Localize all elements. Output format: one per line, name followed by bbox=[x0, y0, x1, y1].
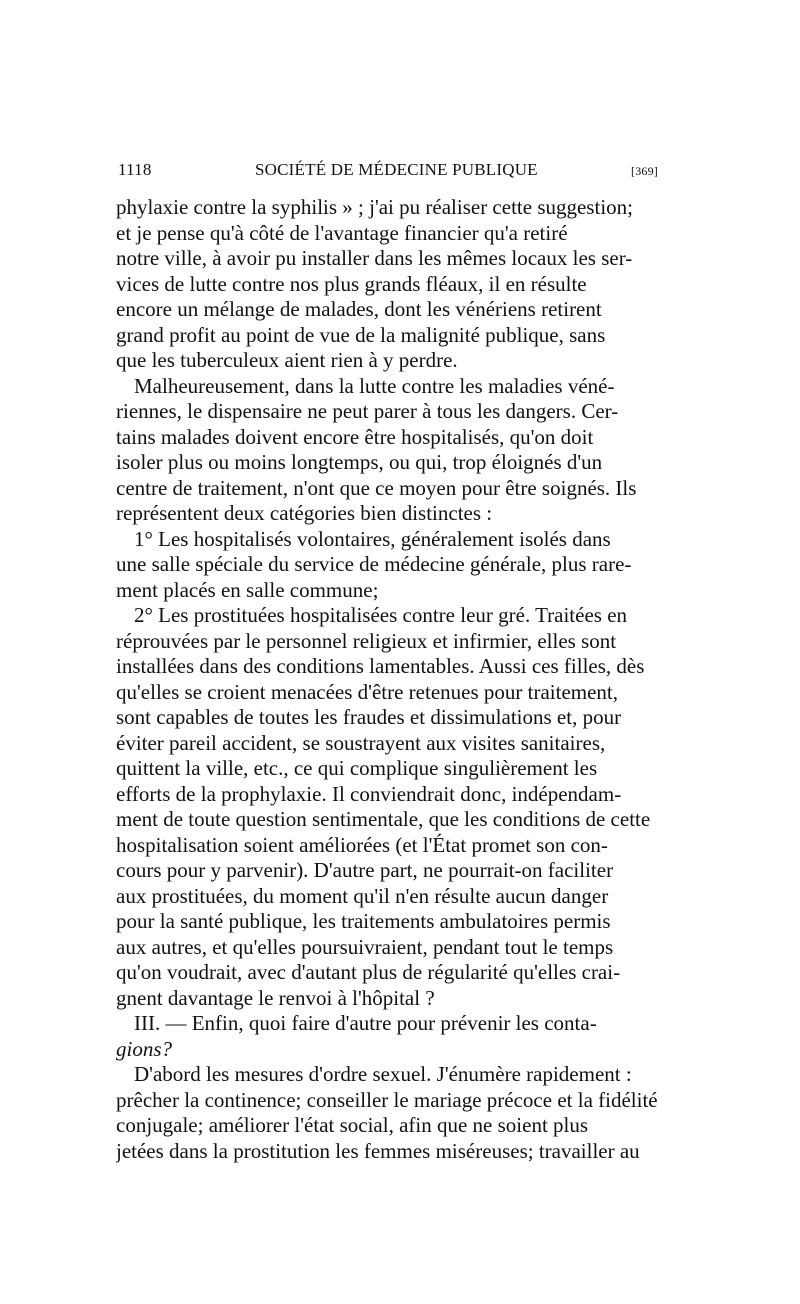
text-line: encore un mélange de malades, dont les vénériens retirent bbox=[116, 297, 602, 321]
text-line: aux prostituées, du moment qu'il n'en résulte aucun danger bbox=[116, 883, 609, 908]
section-heading-line: III. — Enfin, quoi faire d'autre pour prévenir les conta- bbox=[134, 1011, 597, 1035]
text-line: pour la santé publique, les traitements ambulatoires permis bbox=[116, 909, 611, 933]
text-line: cours pour y parvenir). D'autre part, ne pourrait-on faciliter bbox=[116, 858, 614, 882]
text-line: gnent davantage le renvoi à l'hôpital ? bbox=[116, 985, 435, 1010]
text-line: efforts de la prophylaxie. Il conviendrait donc, indépendam- bbox=[116, 781, 622, 806]
text-line: centre de traitement, n'ont que ce moyen pour être soignés. Ils bbox=[116, 475, 637, 500]
text-line: qu'on voudrait, avec d'autant plus de régularité qu'elles crai- bbox=[116, 960, 621, 984]
body-text bbox=[116, 195, 668, 1164]
list-item-line: 1° Les hospitalisés volontaires, généralement isolés dans bbox=[134, 526, 611, 551]
running-title: SOCIÉTÉ DE MÉDECINE PUBLIQUE bbox=[255, 160, 538, 179]
text-line: hospitalisation soient améliorées (et l'État promet son con- bbox=[116, 832, 608, 857]
page-number: 1118 bbox=[118, 160, 152, 179]
text-line: qu'elles se croient menacées d'être retenues pour traitement, bbox=[116, 679, 619, 704]
text-line: vices de lutte contre nos plus grands fléaux, il en résulte bbox=[116, 271, 587, 296]
text-line: aux autres, et qu'elles poursuivraient, pendant tout le temps bbox=[116, 934, 614, 959]
text-line: ment placés en salle commune; bbox=[116, 577, 379, 602]
text-line: phylaxie contre la syphilis » ; j'ai pu réaliser cette suggestion; bbox=[116, 195, 633, 219]
section-heading-continuation: gions? bbox=[116, 1036, 173, 1061]
text-line: réprouvées par le personnel religieux et infirmier, elles sont bbox=[116, 628, 617, 653]
text-line: installées dans des conditions lamentables. Aussi ces filles, dès bbox=[116, 654, 645, 678]
text-line: ment de toute question sentimentale, que les conditions de cette bbox=[116, 807, 651, 831]
paragraph-start-line: D'abord les mesures d'ordre sexuel. J'énumère rapidement : bbox=[134, 1062, 632, 1086]
text-line: grand profit au point de vue de la malignité publique, sans bbox=[116, 322, 606, 347]
text-line: prêcher la continence; conseiller le mariage précoce et la fidélité bbox=[116, 1087, 658, 1112]
text-line: isoler plus ou moins longtemps, ou qui, trop éloignés d'un bbox=[116, 450, 603, 474]
text-line: jetées dans la prostitution les femmes miséreuses; travailler au bbox=[116, 1138, 640, 1163]
list-item-line: 2° Les prostituées hospitalisées contre leur gré. Traitées en bbox=[134, 603, 628, 627]
text-line: notre ville, à avoir pu installer dans les mêmes locaux les ser- bbox=[116, 246, 633, 270]
text-line: et je pense qu'à côté de l'avantage financier qu'a retiré bbox=[116, 220, 568, 245]
text-line: conjugale; améliorer l'état social, afin que ne soient plus bbox=[116, 1113, 589, 1137]
text-line: que les tuberculeux aient rien à y perdre. bbox=[116, 348, 458, 372]
text-line: représentent deux catégories bien distinctes : bbox=[116, 501, 493, 525]
paragraph-start-line: Malheureusement, dans la lutte contre les maladies véné- bbox=[134, 373, 615, 398]
text-line: éviter pareil accident, se soustrayent aux visites sanitaires, bbox=[116, 730, 606, 755]
text-line: sont capables de toutes les fraudes et dissimulations et, pour bbox=[116, 705, 622, 729]
text-line: une salle spéciale du service de médecine générale, plus rare- bbox=[116, 552, 632, 576]
text-line: tains malades doivent encore être hospitalisés, qu'on doit bbox=[116, 424, 594, 449]
page-reference: [369] bbox=[631, 164, 658, 178]
text-line: quittent la ville, etc., ce qui complique singulièrement les bbox=[116, 756, 598, 780]
running-head bbox=[118, 160, 658, 182]
text-line: riennes, le dispensaire ne peut parer à tous les dangers. Cer- bbox=[116, 399, 619, 423]
